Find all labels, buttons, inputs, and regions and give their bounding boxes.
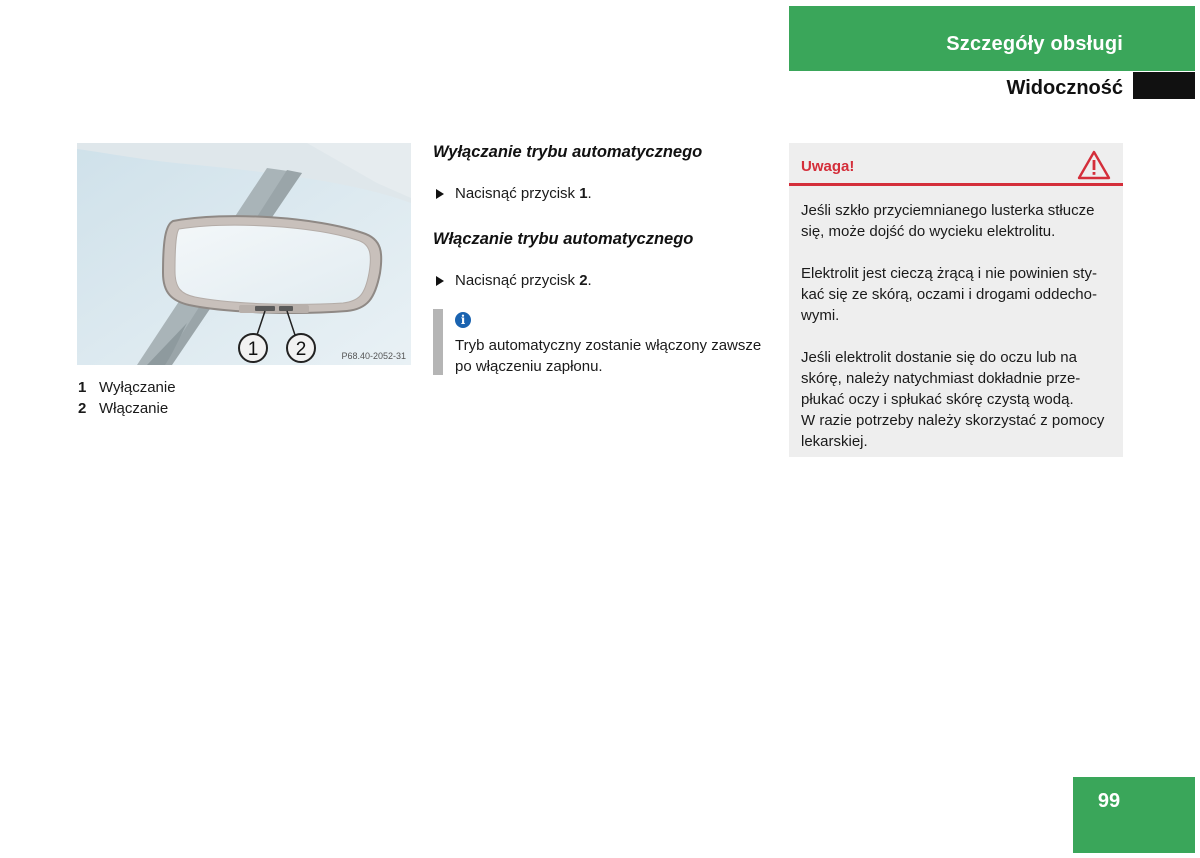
page-number-box (1073, 777, 1195, 853)
caption-text: Wyłączanie (99, 379, 176, 396)
callout-1-label: 1 (247, 339, 259, 360)
procedure-column (433, 143, 773, 375)
warning-body (789, 186, 1123, 452)
step-arrow-icon (436, 276, 444, 286)
warning-paragraph: Jeśli szkło przyciemnianego lusterka stłucze się, może dojść do wycieku elektrolitu. (801, 202, 1095, 240)
note-bar (433, 309, 443, 375)
warning-box (789, 143, 1123, 457)
page-number: 99 (1097, 790, 1121, 812)
caption-item (78, 398, 176, 419)
step-arrow-icon (436, 189, 444, 199)
procedure-step-disable (433, 184, 773, 204)
section-header (789, 6, 1195, 71)
caption-number: 2 (78, 400, 87, 417)
procedure-title-enable: Włączanie trybu automatycznego (433, 230, 694, 248)
figure-captions (78, 377, 176, 419)
mirror-illustration (77, 143, 411, 365)
warning-label: Uwaga! (801, 158, 855, 175)
info-icon: i (455, 312, 471, 328)
rearview-mirror-image (77, 143, 411, 365)
figure-code: P68.40-2052-31 (341, 351, 406, 361)
subsection-marker (1133, 72, 1195, 99)
step-text: Nacisnąć przycisk (455, 272, 580, 289)
step-text: Nacisnąć przycisk (455, 185, 580, 202)
procedure-step-enable (433, 271, 773, 291)
info-note (433, 309, 773, 375)
caption-number: 1 (78, 379, 87, 396)
caption-item (78, 377, 176, 398)
warning-paragraph: Elektrolit jest cieczą żrącą i nie powinien sty-kać się ze skórą, oczami i drogami oddecho-wymi. (801, 265, 1097, 324)
step-key: 1 (579, 185, 588, 202)
caption-text: Włączanie (99, 400, 169, 417)
procedure-title-disable: Wyłączanie trybu automatycznego (433, 143, 703, 161)
step-end: . (587, 272, 592, 289)
section-title: Szczegóły obsługi (946, 33, 1123, 55)
warning-paragraph: W razie potrzeby należy skorzystać z pomocy lekarskiej. (801, 412, 1105, 450)
warning-triangle-icon (1077, 150, 1111, 180)
step-key: 2 (579, 272, 588, 289)
subsection-title: Widoczność (1006, 77, 1123, 99)
note-text: Tryb automatyczny zostanie włączony zawsze po włączeniu zapłonu. (455, 337, 762, 375)
step-end: . (587, 185, 592, 202)
warning-paragraph: Jeśli elektrolit dostanie się do oczu lub na skórę, należy natychmiast dokładnie prze-płukać oczy i spłukać skórę czystą wodą. (801, 349, 1081, 408)
warning-header (789, 143, 1123, 186)
callout-2-label: 2 (295, 339, 307, 360)
